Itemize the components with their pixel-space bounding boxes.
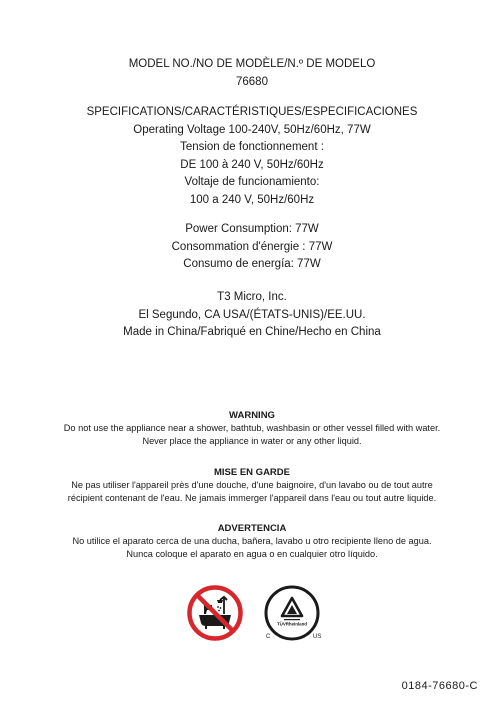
warning-line: Do not use the appliance near a shower, bathtub, washbasin or other vessel filled with water. [63,423,441,433]
spec-line: DE 100 à 240 V, 50Hz/60Hz [180,158,324,171]
country-of-origin: Made in China/Fabriqué en Chine/Hecho en China [123,326,381,338]
no-bathtub-prohibition-icon [186,584,244,642]
company-block [0,289,504,342]
company-name: T3 Micro, Inc. [217,291,287,303]
spec-line: Tension de fonctionnement : [180,141,324,153]
power-line: Consumo de energía: 77W [183,258,321,270]
warning-line: récipient contenant de l'eau. Ne jamais immerger l'appareil dans l'eau ou tout autre liquide. [67,492,437,503]
power-line: Power Consumption: 77W [185,223,319,235]
model-label: MODEL NO./NO DE MODÈLE/N.º DE MODELO [128,58,376,70]
model-number: 76680 [236,75,268,88]
warning-es-block [0,522,504,560]
warning-fr-block [0,466,504,504]
part-code: 0184-76680-C [401,680,478,692]
specifications-block [0,104,504,209]
power-consumption-block [0,221,504,274]
warning-line: Ne pas utiliser l'appareil près d'une douche, d'une baignoire, d'un lavabo ou de tout autre [71,480,433,490]
warning-title: WARNING [229,410,275,421]
power-line: Consommation d'énergie : 77W [171,240,333,253]
warning-line: Never place the appliance in water or any other liquid. [142,435,362,446]
spec-line: Voltaje de funcionamiento: [184,176,320,188]
certification-us-label: US [313,634,322,640]
company-address: El Segundo, CA USA/(ÉTATS-UNIS)/EE.UU. [138,308,366,321]
warning-title: MISE EN GARDE [213,467,290,478]
warning-line: No utilice el aparato cerca de una ducha, bañera, lavabo u otro recipiente lleno de agua. [72,536,432,546]
specifications-heading: SPECIFICATIONS/CARACTÉRISTIQUES/ESPECIFICACIONES [86,106,418,118]
spec-line: 100 a 240 V, 50Hz/60Hz [189,193,315,206]
spec-line: Operating Voltage 100-240V, 50Hz/60Hz, 77W [133,123,371,136]
model-block [0,56,504,91]
certification-c-label: C [266,634,271,640]
warning-line: Nunca coloque el aparato en agua o en cualquier otro líquido. [126,548,378,559]
safety-icons [0,584,504,644]
tuv-mark-text: TÜVRheinland [276,621,308,627]
warning-title: ADVERTENCIA [217,523,287,534]
warning-en-block [0,409,504,447]
